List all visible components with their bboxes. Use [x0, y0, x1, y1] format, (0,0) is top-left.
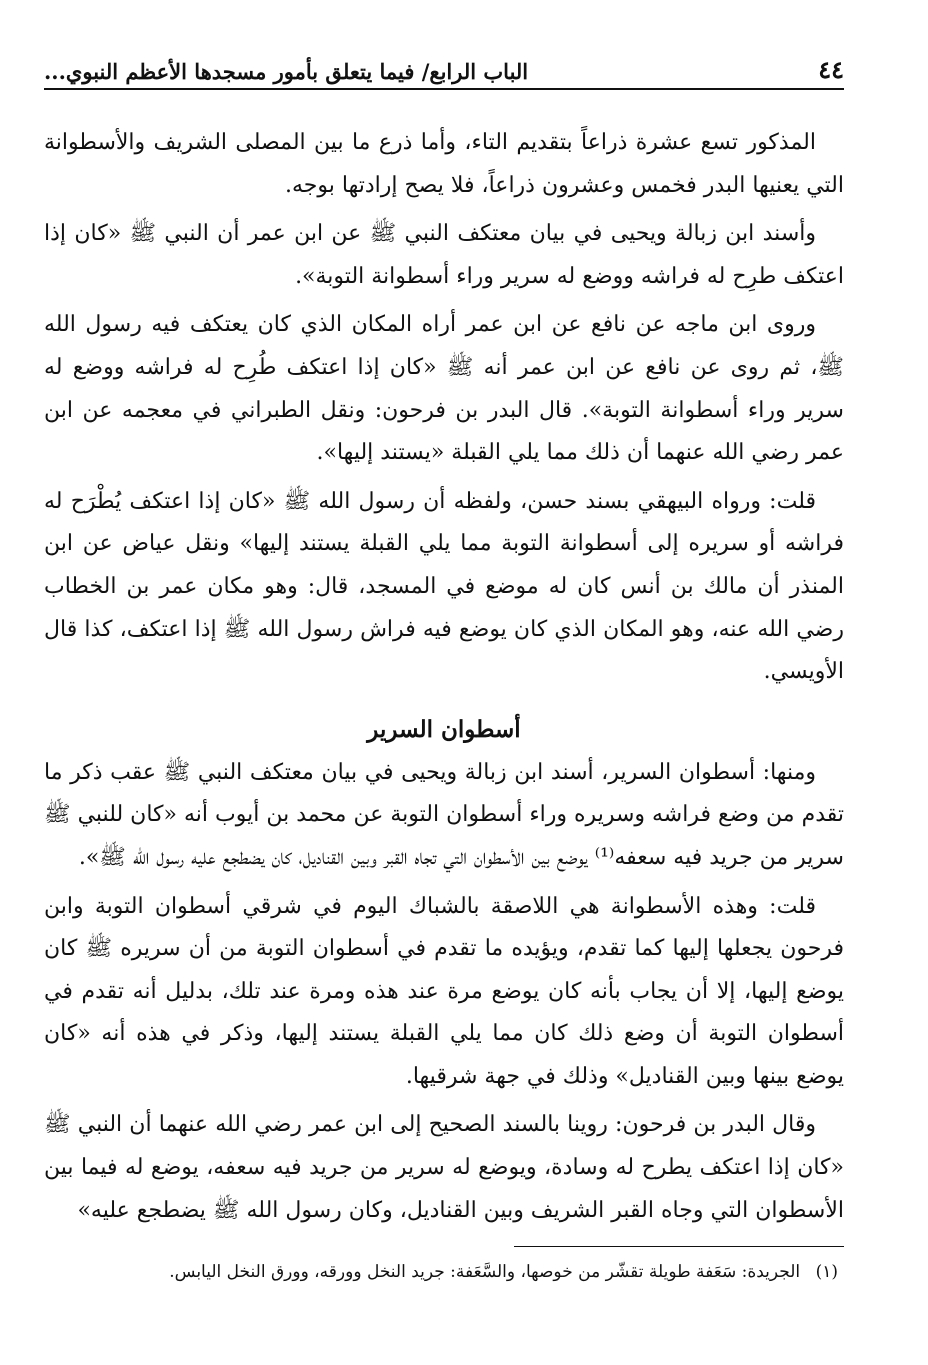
running-title: الباب الرابع/ فيما يتعلق بأمور مسجدها الأعظم النبوي...: [44, 59, 529, 84]
paragraph-1: المذكور تسع عشرة ذراعاً بتقديم التاء، وأما ذرع ما بين المصلى الشريف والأسطوانة التي يعنيها البدر فخمس وعشرون ذراعاً، فلا يصح إرادتها بوجه.: [44, 130, 844, 198]
paragraph-5: ومنها: أسطوان السرير، أسند ابن زبالة ويحيى في بيان معتكف النبي ﷺ عقب ذكر ما تقدم من وضع فراشه وسريره وراء أسطوان التوبة عن محمد بن أيوب أنه «كان للنبي ﷺ سرير من جريد فيه سعفه⁽¹⁾ يوضع بين الأسطوان التي تجاه القبر وبين القناديل، كان يضطجع عليه رسول الله ﷺ».: [44, 759, 844, 870]
footnote: [44, 1257, 844, 1287]
footnote-divider: [514, 1246, 844, 1247]
paragraph-3: وروى ابن ماجه عن نافع عن ابن عمر أراه المكان الذي كان يعتكف فيه رسول الله ﷺ، ثم روى عن نافع عن ابن عمر أنه ﷺ «كان إذا اعتكف طُرِح له فراشه ووضع له سرير وراء أسطوانة التوبة». قال البدر بن فرحون: ونقل الطبراني في معجمه عن ابن عمر رضي الله عنهما أن ذلك مما يلي القبلة «يستند إليها».: [44, 312, 844, 466]
footnote-mark: (١): [815, 1262, 838, 1283]
paragraph-4: قلت: ورواه البيهقي بسند حسن، ولفظه أن رسول الله ﷺ «كان إذا اعتكف يُطْرَح له فراشه أو سريره إلى أسطوانة التوبة مما يلي القبلة يستند إليها» ونقل عياض عن ابن المنذر أن مالك بن أنس كان له موضع في المسجد، قال: وهو مكان عمر بن الخطاب رضي الله عنه، وهو المكان الذي كان يوضع فيه فراش رسول الله ﷺ إذا اعتكف، كذا قال الأويسي.: [44, 488, 844, 685]
book-page: [44, 52, 844, 1287]
page-body: [44, 122, 844, 1232]
section-heading: أسطوان السرير: [367, 715, 521, 743]
paragraph-2: وأسند ابن زبالة ويحيى في بيان معتكف النبي ﷺ عن ابن عمر أن النبي ﷺ «كان إذا اعتكف طرِح له فراشه ووضع له سرير وراء أسطوانة التوبة».: [44, 221, 844, 289]
footnote-text: الجريدة: سَعَفة طويلة تقشّر من خوصها، والسَّعَفة: جريد النخل وورقه، وورق النخل اليابس.: [169, 1262, 801, 1283]
page-header: [44, 52, 844, 90]
page-number: ٤٤: [818, 55, 844, 84]
paragraph-6: قلت: وهذه الأسطوانة هي اللاصقة بالشباك اليوم في شرقي أسطوان التوبة وابن فرحون يجعلها إليها كما تقدم، ويؤيده ما تقدم في أسطوان التوبة من أن سريره ﷺ كان يوضع إليها، إلا أن يجاب بأنه كان يوضع مرة عند هذه ومرة عند تلك، بدليل أنه تقدم في أسطوان التوبة أن وضع ذلك كان مما يلي القبلة يستند إليها، وذكر في هذه أنه «كان يوضع بينها وبين القناديل» وذلك في جهة شرقيها.: [44, 893, 844, 1089]
paragraph-7: وقال البدر بن فرحون: روينا بالسند الصحيح إلى ابن عمر رضي الله عنهما أن النبي ﷺ «كان إذا اعتكف يطرح له وسادة، ويوضع له سرير من جريد فيه سعفه، يوضع له فيما بين الأسطوان التي وجاه القبر الشريف وبين القناديل، وكان رسول الله ﷺ يضطجع عليه»: [44, 1112, 844, 1223]
